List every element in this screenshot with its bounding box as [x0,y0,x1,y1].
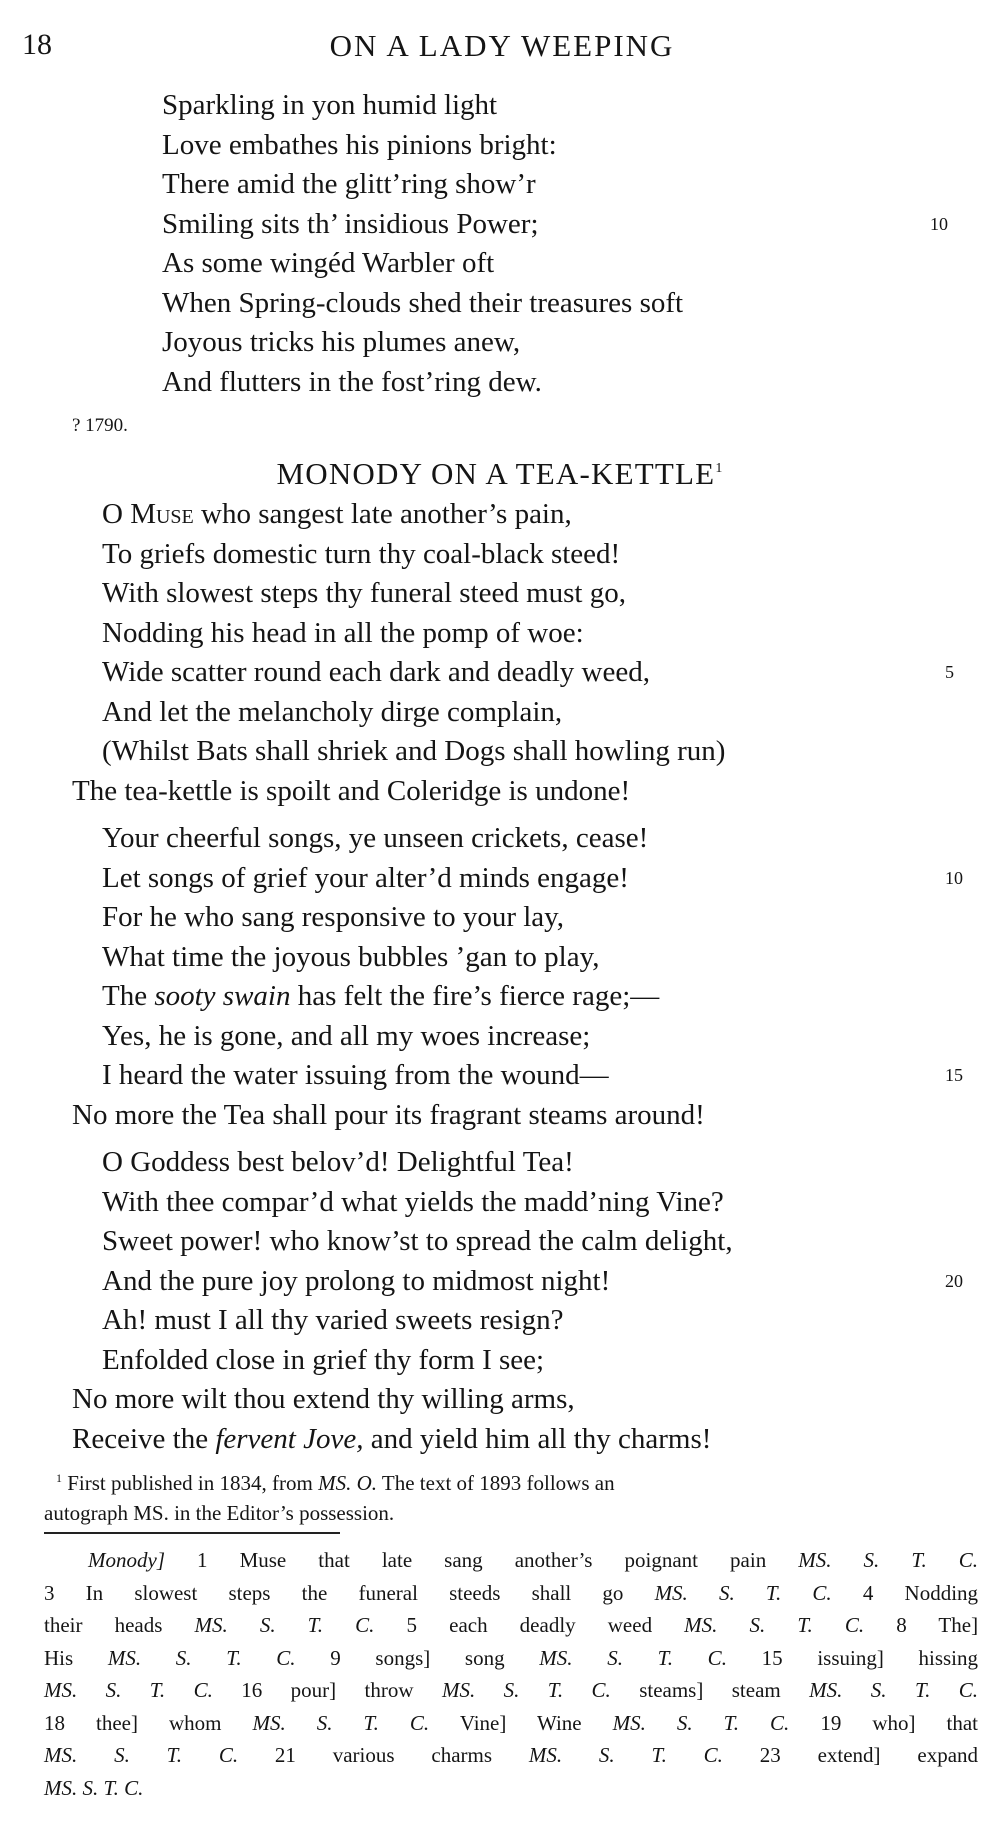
poem-line: Your cheerful songs, ye unseen crickets, cease! [102,822,649,854]
variant-line: their heads MS. S. T. C. 5 each deadly weed MS. S. T. C. 8 The] [44,1613,979,1637]
page-header [22,28,982,68]
poem-line: Smiling sits th’ insidious Power; 10 [0,205,1000,245]
line-number: 20 [945,1270,963,1291]
poem-line: Yes, he is gone, and all my woes increase; [102,1019,591,1052]
footnote-rule [44,1532,340,1534]
poem-line: Sparkling in yon humid light [162,89,498,121]
poem-line: What time the joyous bubbles ’gan to play, [102,940,600,973]
variant-line: 18 thee] whom MS. S. T. C. Vine] Wine MS. S. T. C. 19 who] that [44,1710,978,1735]
footnote [44,1463,978,1528]
poem-line: With slowest steps thy funeral steed must go, [102,577,626,609]
poem-title: MONODY ON A TEA-KETTLE$^1$ [276,456,724,491]
stanza-break [0,1135,1000,1143]
stanza-break [0,811,1000,819]
poem-line: And the pure joy prolong to midmost night! 20 [0,1262,1000,1302]
poem-line: O Goddess best belov’d! Delightful Tea! [102,1146,574,1178]
poem-on-a-lady-weeping-ending [0,86,1000,402]
poem-line: The tea-kettle is spoilt and Coleridge is undone! [72,774,631,807]
poem-line: O Muse who sangest late another’s pain, [102,498,572,530]
poem-line: Wide scatter round each dark and deadly weed, 5 [0,653,1000,693]
poem-line: I heard the water issuing from the wound— 15 [0,1056,1000,1096]
line-number: 10 [930,213,948,234]
footnote-line: $^1$ First published in 1834, from MS. O. The text of 1893 follows an [56,1471,615,1495]
poem-line: And let the melancholy dirge complain, [102,695,563,728]
line-number: 15 [945,1065,963,1085]
poem-line: Love embathes his pinions bright: [162,128,557,161]
poem-line: When Spring-clouds shed their treasures soft [162,286,684,319]
page-number: 18 [22,28,52,61]
textual-variants [44,1544,978,1804]
poem-line: And flutters in the fost’ring dew. [162,365,542,398]
poem-line: With thee compar’d what yields the madd’ning Vine? [102,1185,724,1218]
poem-line: As some wingéd Warbler oft [162,247,495,279]
poem-date: ? 1790. [72,415,128,436]
running-head: ON A LADY WEEPING [329,28,675,63]
poem-monody-on-a-tea-kettle [0,495,1000,1459]
variant-line: MS. S. T. C. 16 pour] throw MS. S. T. C. steams] steam MS. S. T. C. [44,1678,978,1702]
poem-line: No more the Tea shall pour its fragrant steams around! [72,1098,705,1131]
footnote-line: autograph MS. in the Editor’s possession. [44,1501,395,1525]
variant-line: His MS. S. T. C. 9 songs] song MS. S. T. C. 15 issuing] hissing [44,1645,979,1670]
poem-line: Sweet power! who know’st to spread the calm delight, [102,1225,733,1257]
poem-line: Joyous tricks his plumes anew, [162,326,521,358]
variant-line: MS. S. T. C. [44,1775,144,1800]
poem-line: No more wilt thou extend thy willing arms, [72,1383,575,1415]
poem-line: Receive the fervent Jove, and yield him all thy charms! [72,1422,712,1455]
poem-line: Nodding his head in all the pomp of woe: [102,616,584,649]
poem-line: (Whilst Bats shall shriek and Dogs shall howling run) [102,735,726,767]
line-number: 10 [945,867,963,888]
poem-line: Enfolded close in grief thy form I see; [102,1343,545,1376]
variant-line: 3 In slowest steps the funeral steeds shall go MS. S. T. C. 4 Nodding [44,1580,979,1605]
poem-line: Ah! must I all thy varied sweets resign? [102,1304,564,1336]
variant-line: MS. S. T. C. 21 various charms MS. S. T. C. 23 extend] expand [44,1743,979,1767]
variant-line: Monody] 1 Muse that late sang another’s poignant pain MS. S. T. C. [88,1548,978,1572]
poem-line: The sooty swain has felt the fire’s fierce rage;— [102,980,660,1012]
line-number: 5 [945,662,954,682]
poem-line: Let songs of grief your alter’d minds engage! 10 [0,859,1000,899]
poem-line: To griefs domestic turn thy coal-black steed! [102,537,621,570]
poem-line: For he who sang responsive to your lay, [102,901,565,933]
poem-line: There amid the glitt’ring show’r [162,168,536,200]
footnote-reference: 1 [715,461,724,476]
footnote-mark: 1 [56,1471,62,1485]
